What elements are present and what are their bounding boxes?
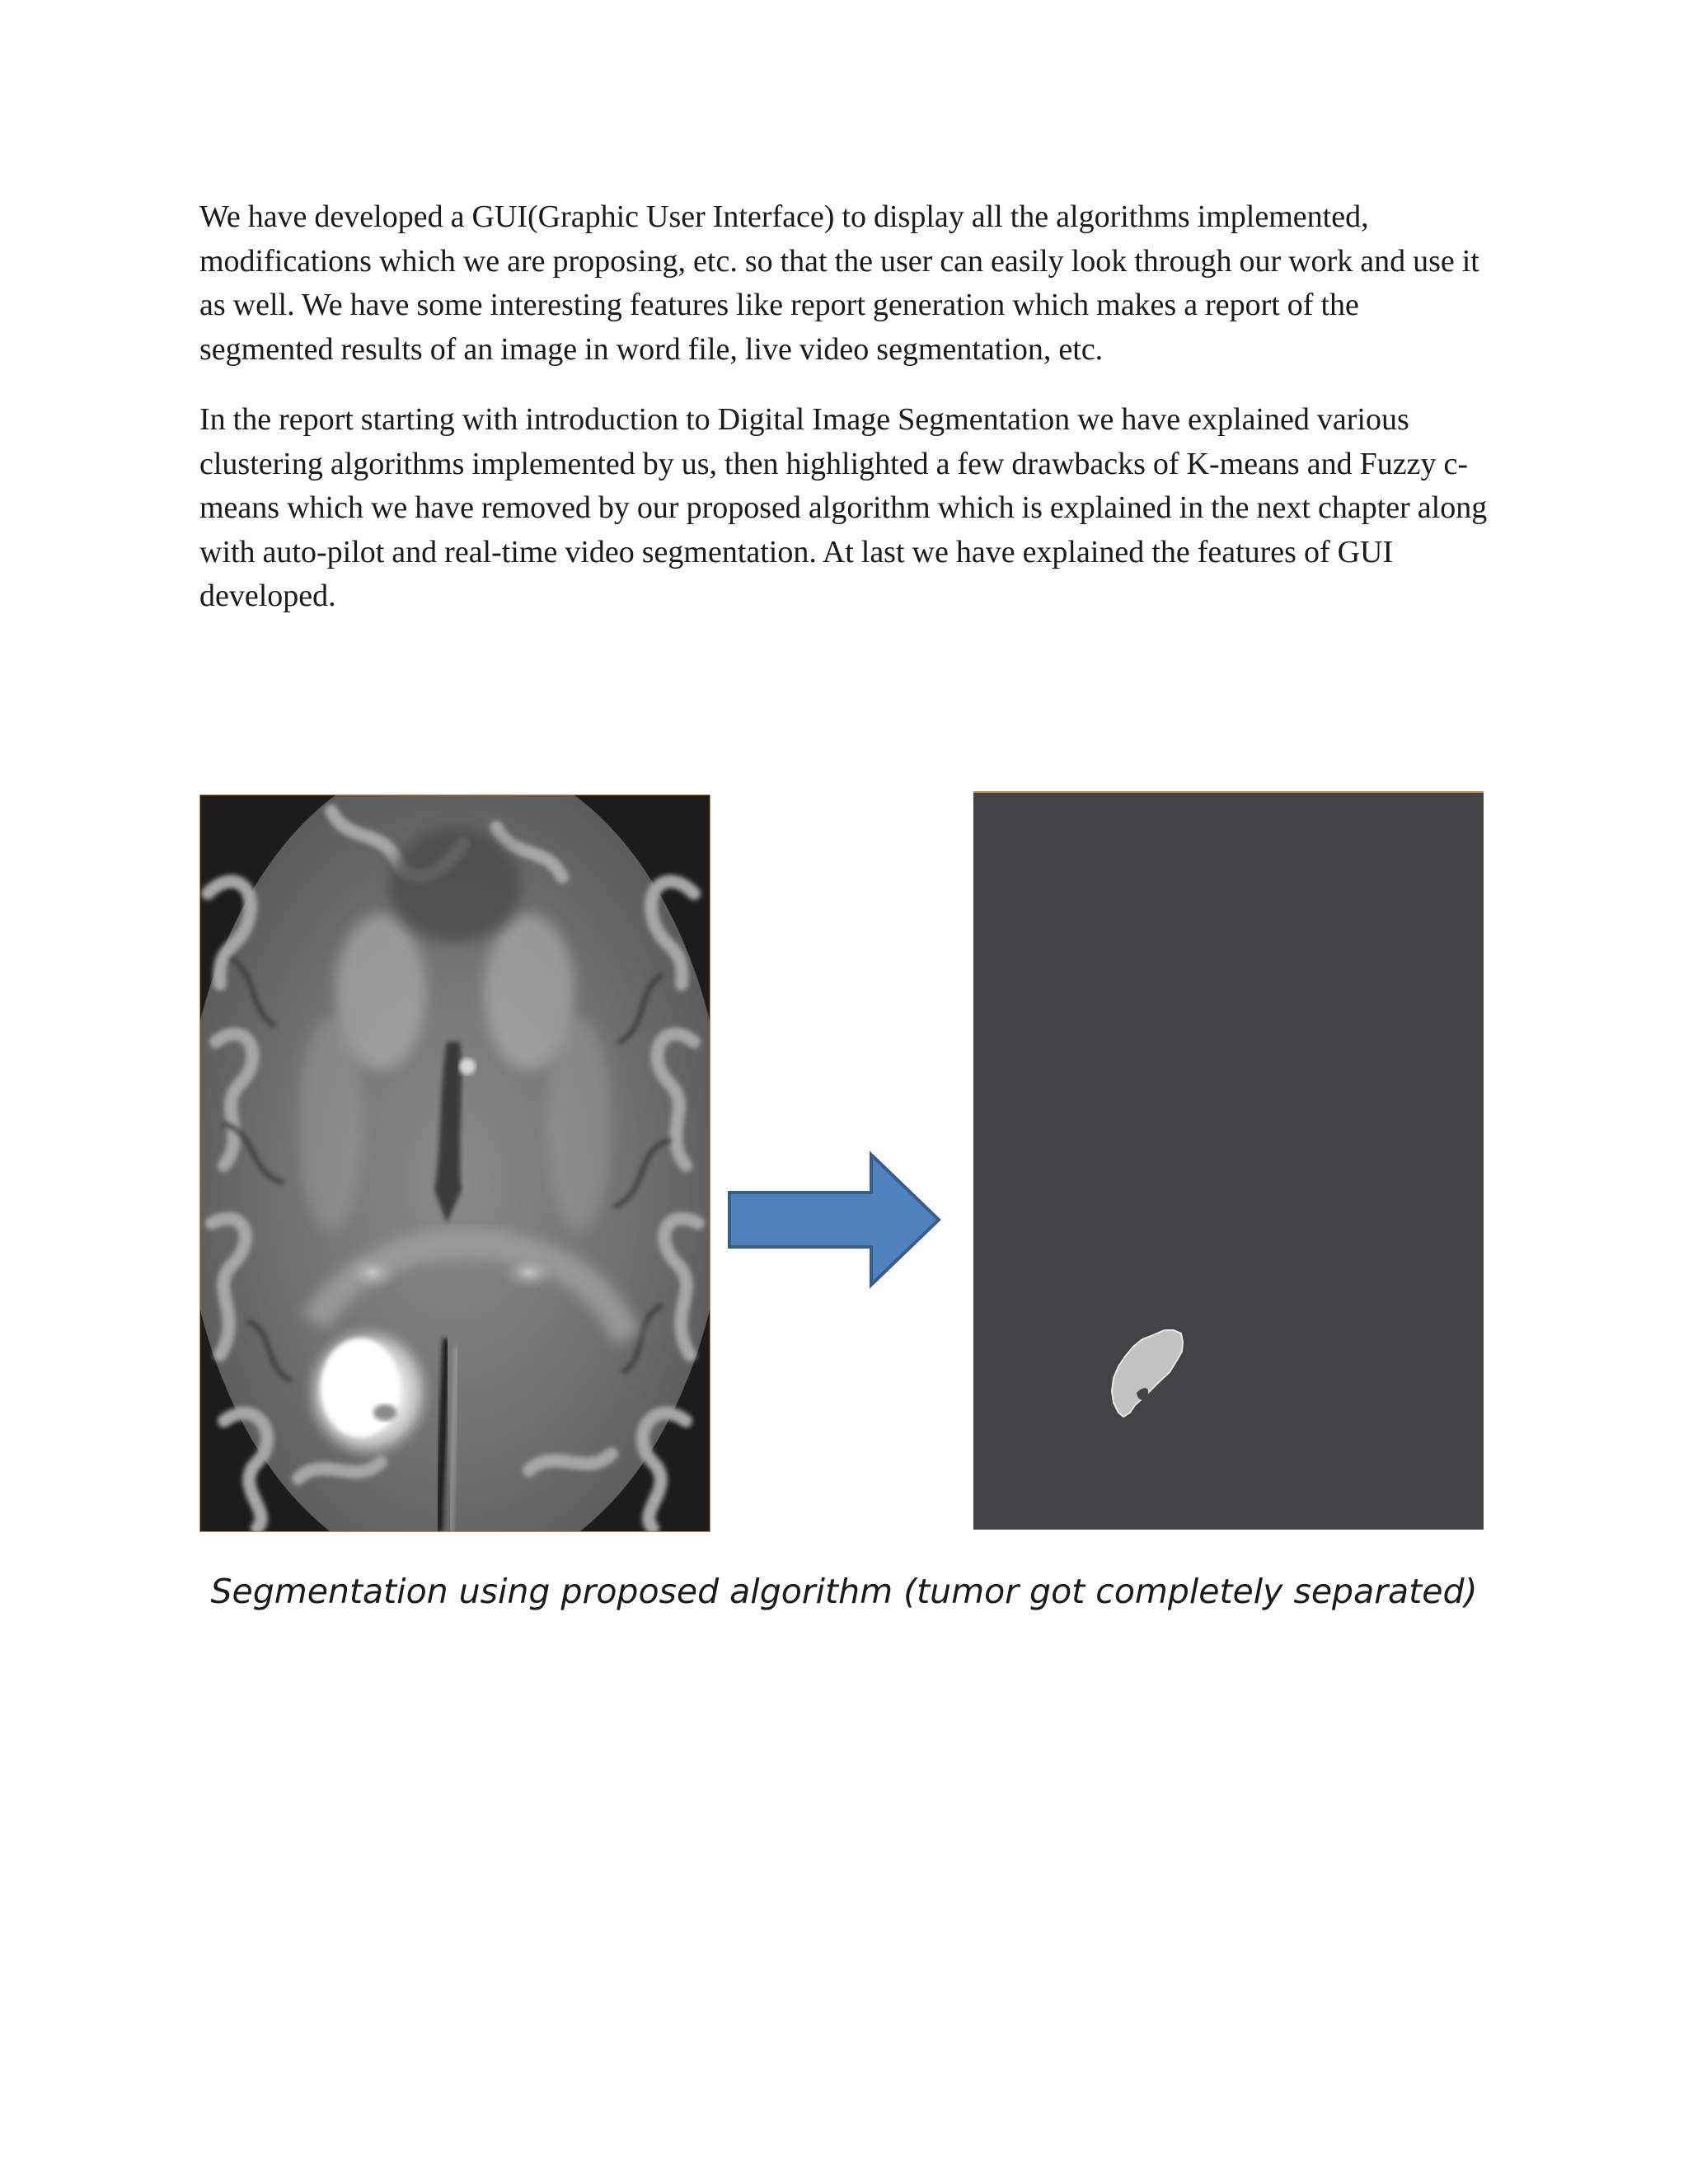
segmentation-result-image xyxy=(973,791,1484,1530)
figure-caption: Segmentation using proposed algorithm (tumor got completely separated) xyxy=(210,1572,1478,1611)
body-paragraph-gui: We have developed a GUI(Graphic User Interface) to display all the algorithms implemented, modifications which we are proposing, etc. so that the user can easily look through our work and use it as well. We have some interesting features like report generation which makes a report of the segmented results of an image in word file, live video segmentation, etc. xyxy=(199,199,1479,367)
body-paragraph-report-overview: In the report starting with introduction to Digital Image Segmentation we have explained various clustering algorithms implemented by us, then highlighted a few drawbacks of K-means and Fuzzy c-means which we have removed by our proposed algorithm which is explained in the next chapter along with auto-pilot and real-time video segmentation. At last we have explained the features of GUI developed. xyxy=(199,402,1488,613)
mri-brain-scan-image xyxy=(199,794,710,1532)
right-arrow-icon xyxy=(721,1150,944,1290)
